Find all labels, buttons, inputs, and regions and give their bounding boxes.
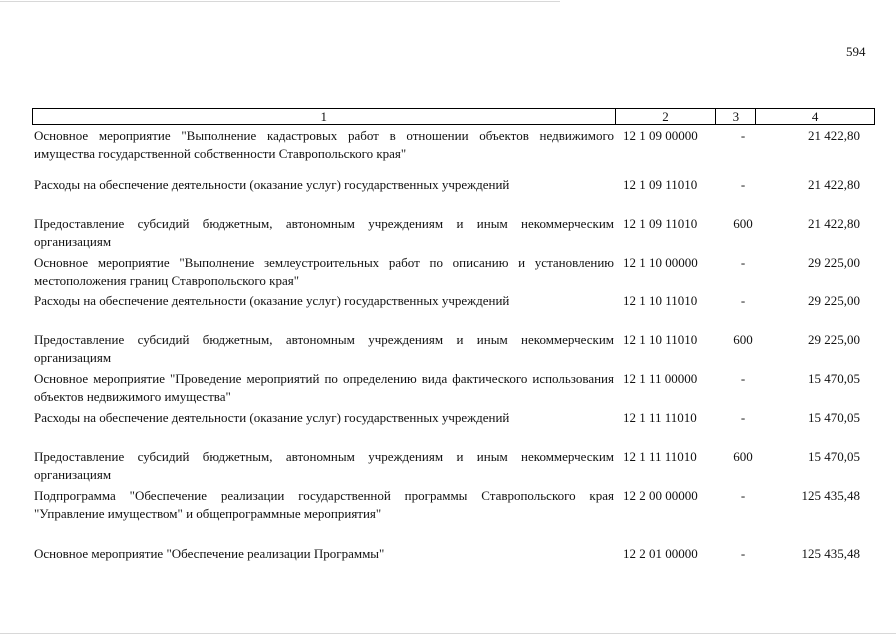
row-code: 12 1 11 00000 <box>623 371 698 386</box>
row-code: 12 1 10 00000 <box>623 255 698 270</box>
row-amount: 29 225,00 <box>808 332 860 347</box>
row-amount: 125 435,48 <box>801 546 860 561</box>
row-name: Расходы на обеспечение деятельности (оказание услуг) государственных учреждений <box>34 410 510 425</box>
row-kind: - <box>740 177 746 192</box>
row-code: 12 2 00 00000 <box>623 488 698 503</box>
row-amount: 125 435,48 <box>801 488 860 503</box>
scan-artifact-top <box>0 1 560 2</box>
row-kind: - <box>740 255 746 270</box>
row-amount: 21 422,80 <box>808 177 860 192</box>
row-name: Подпрограмма "Обеспечение реализации государственной программы Ставропольского края "Управление имуществом" и общепрограммные мероприятия" <box>34 488 614 521</box>
header-col-2: 2 <box>616 109 717 124</box>
row-kind: - <box>740 546 746 561</box>
row-amount: 21 422,80 <box>808 216 860 231</box>
row-kind: - <box>740 371 746 386</box>
row-name: Основное мероприятие "Выполнение землеустроительных работ по описанию и установлению местоположения границ Ставропольского края" <box>34 255 614 288</box>
row-name: Предоставление субсидий бюджетным, автономным учреждениям и иным некоммерческим организациям <box>34 216 614 249</box>
row-amount: 15 470,05 <box>808 410 860 425</box>
header-col-3: 3 <box>716 109 756 124</box>
row-code: 12 1 09 11010 <box>623 216 698 231</box>
row-amount: 15 470,05 <box>808 371 860 386</box>
row-amount: 21 422,80 <box>808 128 860 143</box>
row-kind: - <box>740 293 746 308</box>
row-name: Основное мероприятие "Обеспечение реализации Программы" <box>34 546 385 561</box>
row-code: 12 1 09 11010 <box>623 177 698 192</box>
row-kind: 600 <box>733 449 753 464</box>
row-kind: - <box>740 128 746 143</box>
row-code: 12 1 09 00000 <box>623 128 698 143</box>
table-header <box>32 108 875 125</box>
page-number: 594 <box>846 44 866 59</box>
row-kind: - <box>740 410 746 425</box>
scan-artifact-bottom <box>0 633 896 634</box>
row-code: 12 1 11 11010 <box>623 449 697 464</box>
row-amount: 15 470,05 <box>808 449 860 464</box>
row-code: 12 1 10 11010 <box>623 293 698 308</box>
row-code: 12 2 01 00000 <box>623 546 698 561</box>
row-code: 12 1 11 11010 <box>623 410 697 425</box>
row-amount: 29 225,00 <box>808 255 860 270</box>
row-code: 12 1 10 11010 <box>623 332 698 347</box>
row-kind: 600 <box>733 332 753 347</box>
row-name: Основное мероприятие "Проведение мероприятий по определению вида фактического использования объектов недвижимого имущества" <box>34 371 614 404</box>
header-col-1: 1 <box>33 109 616 124</box>
row-name: Предоставление субсидий бюджетным, автономным учреждениям и иным некоммерческим организациям <box>34 332 614 365</box>
header-col-4: 4 <box>811 109 819 124</box>
row-amount: 29 225,00 <box>808 293 860 308</box>
row-name: Расходы на обеспечение деятельности (оказание услуг) государственных учреждений <box>34 177 510 192</box>
row-kind: 600 <box>733 216 753 231</box>
row-name: Расходы на обеспечение деятельности (оказание услуг) государственных учреждений <box>34 293 510 308</box>
row-kind: - <box>740 488 746 503</box>
row-name: Основное мероприятие "Выполнение кадастровых работ в отношении объектов недвижимого имущества государственной собственности Ставропольского края" <box>34 128 614 161</box>
row-name: Предоставление субсидий бюджетным, автономным учреждениям и иным некоммерческим организациям <box>34 449 614 482</box>
